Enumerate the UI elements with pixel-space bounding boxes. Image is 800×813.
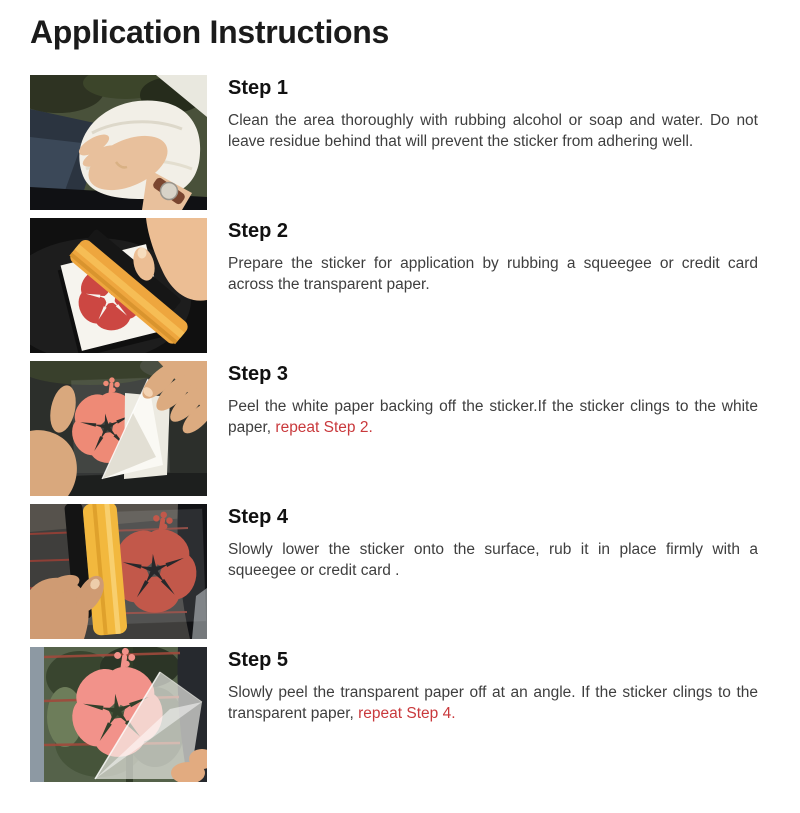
step4-description <box>228 539 758 581</box>
step2-heading: Step 2 <box>228 220 289 242</box>
step1-text <box>228 75 758 210</box>
step-row-5 <box>30 647 800 782</box>
step1-body-text: Clean the area thoroughly with rubbing alcohol or soap and water. Do not leave residue behind that will prevent the sticker from adhering well. <box>228 112 758 150</box>
step1-heading: Step 1 <box>228 77 289 99</box>
step-row-3 <box>30 361 800 496</box>
step3-photo-peel-backing <box>30 361 207 496</box>
step-row-4 <box>30 504 800 639</box>
step4-body-text: Slowly lower the sticker onto the surface, rub it in place firmly with a squeegee or credit card . <box>228 541 758 579</box>
step2-body-text: Prepare the sticker for application by rubbing a squeegee or credit card across the transparent paper. <box>228 255 758 293</box>
step-row-1 <box>30 75 800 210</box>
step5-description <box>228 682 758 724</box>
step5-heading: Step 5 <box>228 649 289 671</box>
steps-list <box>30 75 800 782</box>
step4-photo-apply-sticker <box>30 504 207 639</box>
photo-illustration-squeegee-card <box>30 218 207 353</box>
step-row-2 <box>30 218 800 353</box>
step2-photo-rub-squeegee <box>30 218 207 353</box>
page-title: Application Instructions <box>30 14 390 50</box>
step1-description <box>228 110 758 152</box>
step2-description <box>228 253 758 295</box>
step5-repeat-note: repeat Step 4. <box>358 705 456 722</box>
step4-text <box>228 504 758 639</box>
photo-illustration-apply-window <box>30 504 207 639</box>
step5-photo-peel-transfer <box>30 647 207 782</box>
step3-body-text: Peel the white paper backing off the sticker.If the sticker clings to the white paper, <box>228 398 758 436</box>
photo-illustration-peel-transfer <box>30 647 207 782</box>
step3-repeat-note: repeat Step 2. <box>275 419 373 436</box>
instructions-page <box>0 13 800 813</box>
step3-heading: Step 3 <box>228 363 289 385</box>
photo-illustration-peel-backing <box>30 361 207 496</box>
step5-text <box>228 647 758 782</box>
step3-description <box>228 396 758 438</box>
step4-heading: Step 4 <box>228 506 289 528</box>
step5-body-text: Slowly peel the transparent paper off at an angle. If the sticker clings to the transparent paper, <box>228 684 758 722</box>
step1-photo-clean-surface <box>30 75 207 210</box>
step3-text <box>228 361 758 496</box>
photo-illustration-cloth-wipe <box>30 75 207 210</box>
step2-text <box>228 218 758 353</box>
